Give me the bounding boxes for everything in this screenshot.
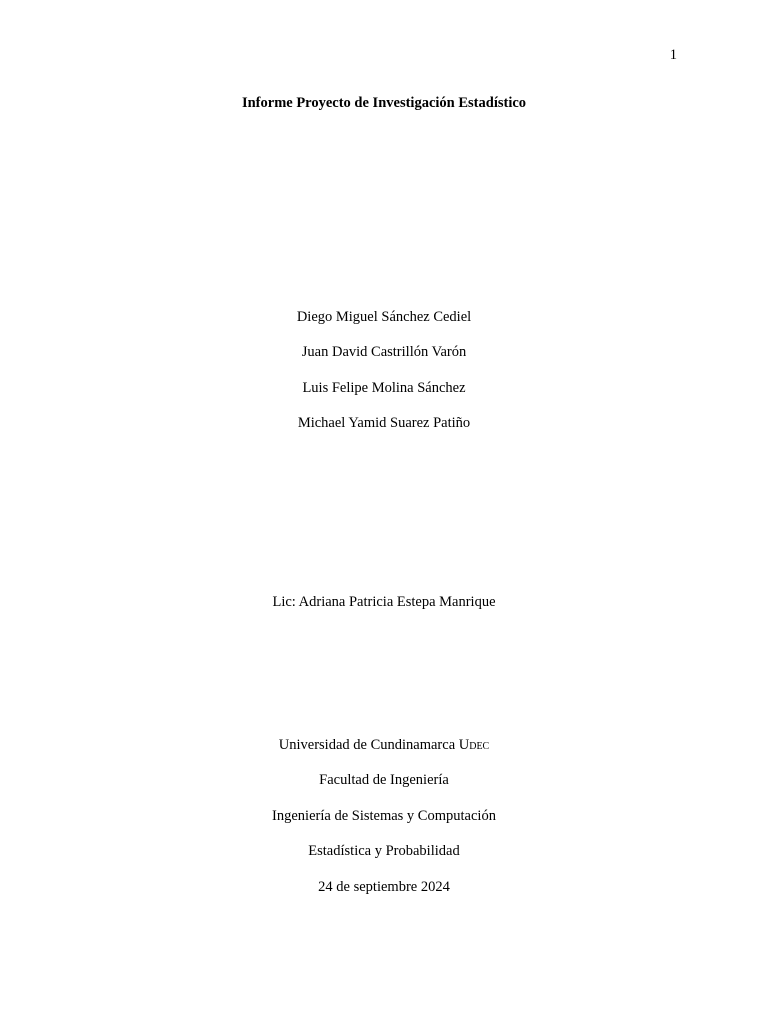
author-name: Michael Yamid Suarez Patiño: [297, 415, 471, 431]
advisor-name: Lic: Adriana Patricia Estepa Manrique: [272, 594, 496, 610]
document-title: Informe Proyecto de Investigación Estadístico: [241, 95, 527, 111]
university-name: Universidad de Cundinamarca: [278, 737, 459, 753]
program-name: Ingeniería de Sistemas y Computación: [272, 808, 496, 824]
author-name: Juan David Castrillón Varón: [301, 344, 467, 360]
document-date: 24 de septiembre 2024: [318, 879, 450, 895]
faculty-name: Facultad de Ingeniería: [319, 772, 449, 788]
university-abbreviation: Udec: [458, 737, 490, 753]
page-number: 1: [669, 47, 677, 63]
university-line: [0, 736, 768, 754]
author-name: Luis Felipe Molina Sánchez: [302, 380, 466, 396]
author-name: Diego Miguel Sánchez Cediel: [296, 309, 472, 325]
course-name: Estadística y Probabilidad: [308, 843, 460, 859]
